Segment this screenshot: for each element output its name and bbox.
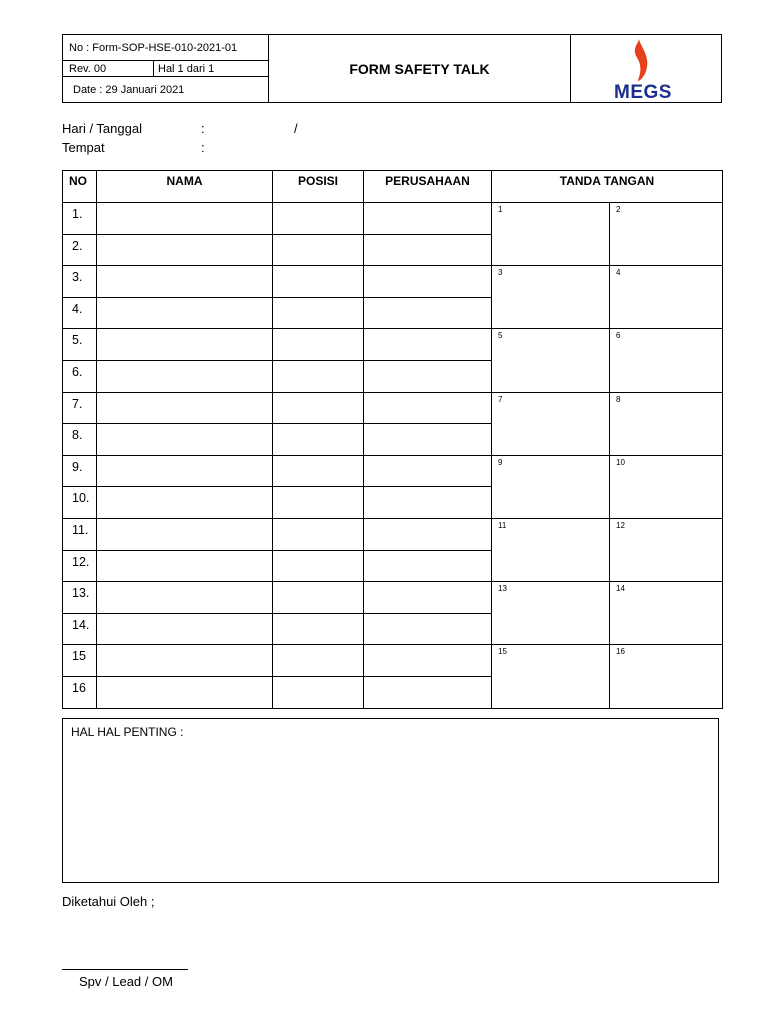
company-cell[interactable] [364,487,492,519]
company-cell[interactable] [364,329,492,361]
company-logo [572,35,722,102]
company-cell[interactable] [364,613,492,645]
signature-cell[interactable] [610,518,723,581]
page-count: Hal 1 dari 1 [158,62,215,75]
acknowledged-by-label: Diketahui Oleh ; [62,894,155,909]
company-cell[interactable] [364,392,492,424]
row-number: 15 [63,645,97,677]
position-cell[interactable] [273,455,364,487]
company-cell[interactable] [364,550,492,582]
signature-number: 10 [616,457,625,467]
table-row [63,392,723,424]
row-number: 16 [63,676,97,708]
position-cell[interactable] [273,518,364,550]
table-header-row [63,171,723,203]
attendance-rows [63,203,723,709]
important-notes-box [62,718,719,883]
signature-number: 2 [616,205,621,214]
company-cell[interactable] [364,676,492,708]
table-row [63,582,723,614]
header-signature: TANDA TANGAN [492,171,723,203]
day-date-slash: / [294,121,298,136]
signature-number: 3 [498,268,503,278]
signature-cell[interactable] [610,329,723,392]
position-cell[interactable] [273,645,364,677]
day-date-label: Hari / Tanggal [62,121,142,136]
signatory-role: Spv / Lead / OM [79,974,173,989]
name-cell[interactable] [97,487,273,519]
header-name: NAMA [97,171,273,203]
signature-cell[interactable] [492,329,610,392]
position-cell[interactable] [273,487,364,519]
name-cell[interactable] [97,234,273,266]
name-cell[interactable] [97,582,273,614]
signature-cell[interactable] [492,203,610,266]
company-cell[interactable] [364,424,492,456]
doc-date: Date : 29 Januari 2021 [73,83,185,96]
logo-wordmark: MEGS [614,82,672,103]
revision-row [63,61,268,77]
row-number: 2. [63,234,97,266]
company-cell[interactable] [364,297,492,329]
position-cell[interactable] [273,676,364,708]
name-cell[interactable] [97,676,273,708]
position-cell[interactable] [273,297,364,329]
form-title: FORM SAFETY TALK [269,35,571,102]
header-company: PERUSAHAAN [364,171,492,203]
row-number: 13. [63,582,97,614]
attendance-table [62,170,723,709]
document-meta [63,35,269,102]
signature-cell[interactable] [492,645,610,708]
signature-number: 9 [498,457,503,467]
doc-number-row [63,35,268,61]
signature-cell[interactable] [610,455,723,518]
position-cell[interactable] [273,550,364,582]
position-cell[interactable] [273,266,364,298]
row-number: 12. [63,550,97,582]
header-position: POSISI [273,171,364,203]
row-number: 10. [63,487,97,519]
signature-cell[interactable] [492,582,610,645]
row-number: 8. [63,424,97,456]
row-number: 11. [63,518,97,550]
name-cell[interactable] [97,297,273,329]
signature-number: 8 [616,394,621,404]
name-cell[interactable] [97,550,273,582]
name-cell[interactable] [97,424,273,456]
company-cell[interactable] [364,234,492,266]
name-cell[interactable] [97,613,273,645]
flame-icon [630,39,650,81]
company-cell[interactable] [364,645,492,677]
signature-cell[interactable] [492,455,610,518]
table-row [63,203,723,235]
row-number: 9. [63,455,97,487]
signature-cell[interactable] [492,266,610,329]
name-cell[interactable] [97,360,273,392]
signature-number: 12 [616,520,625,530]
signature-cell[interactable] [492,518,610,581]
company-cell[interactable] [364,266,492,298]
company-cell[interactable] [364,203,492,235]
signature-cell[interactable] [610,645,723,708]
signature-cell[interactable] [610,582,723,645]
day-date-colon: : [201,121,205,136]
row-number: 1. [63,203,97,235]
name-cell[interactable] [97,645,273,677]
row-number: 6. [63,360,97,392]
place-colon: : [201,140,205,155]
revision: Rev. 00 [69,62,107,75]
position-cell[interactable] [273,424,364,456]
signature-cell[interactable] [610,203,723,266]
important-notes-label: HAL HAL PENTING : [71,725,184,739]
position-cell[interactable] [273,203,364,235]
signature-cell[interactable] [610,266,723,329]
position-cell[interactable] [273,360,364,392]
company-cell[interactable] [364,455,492,487]
signature-number: 15 [498,647,507,657]
header-no: NO [63,171,97,203]
signature-number: 1 [498,205,503,214]
signature-line [62,969,188,970]
date-row [63,77,268,102]
signature-number: 6 [616,331,621,341]
name-cell[interactable] [97,455,273,487]
signature-number: 5 [498,331,503,341]
place-label: Tempat [62,140,105,155]
doc-number: No : Form-SOP-HSE-010-2021-01 [69,41,238,54]
position-cell[interactable] [273,234,364,266]
signature-cell[interactable] [492,392,610,455]
revision-divider [153,61,154,76]
row-number: 3. [63,266,97,298]
company-cell[interactable] [364,518,492,550]
document-header [62,34,722,103]
row-number: 5. [63,329,97,361]
signature-cell[interactable] [610,392,723,455]
company-cell[interactable] [364,582,492,614]
position-cell[interactable] [273,392,364,424]
table-row [63,266,723,298]
row-number: 4. [63,297,97,329]
signature-number: 11 [498,520,507,530]
name-cell[interactable] [97,329,273,361]
table-row [63,645,723,677]
name-cell[interactable] [97,518,273,550]
signature-number: 14 [616,584,625,594]
signature-number: 13 [498,584,507,594]
table-row [63,329,723,361]
table-row [63,455,723,487]
company-cell[interactable] [364,360,492,392]
name-cell[interactable] [97,392,273,424]
row-number: 14. [63,613,97,645]
name-cell[interactable] [97,266,273,298]
signature-number: 4 [616,268,621,278]
row-number: 7. [63,392,97,424]
signature-number: 16 [616,647,625,657]
table-row [63,518,723,550]
position-cell[interactable] [273,582,364,614]
signature-number: 7 [498,394,503,404]
name-cell[interactable] [97,203,273,235]
position-cell[interactable] [273,329,364,361]
position-cell[interactable] [273,613,364,645]
